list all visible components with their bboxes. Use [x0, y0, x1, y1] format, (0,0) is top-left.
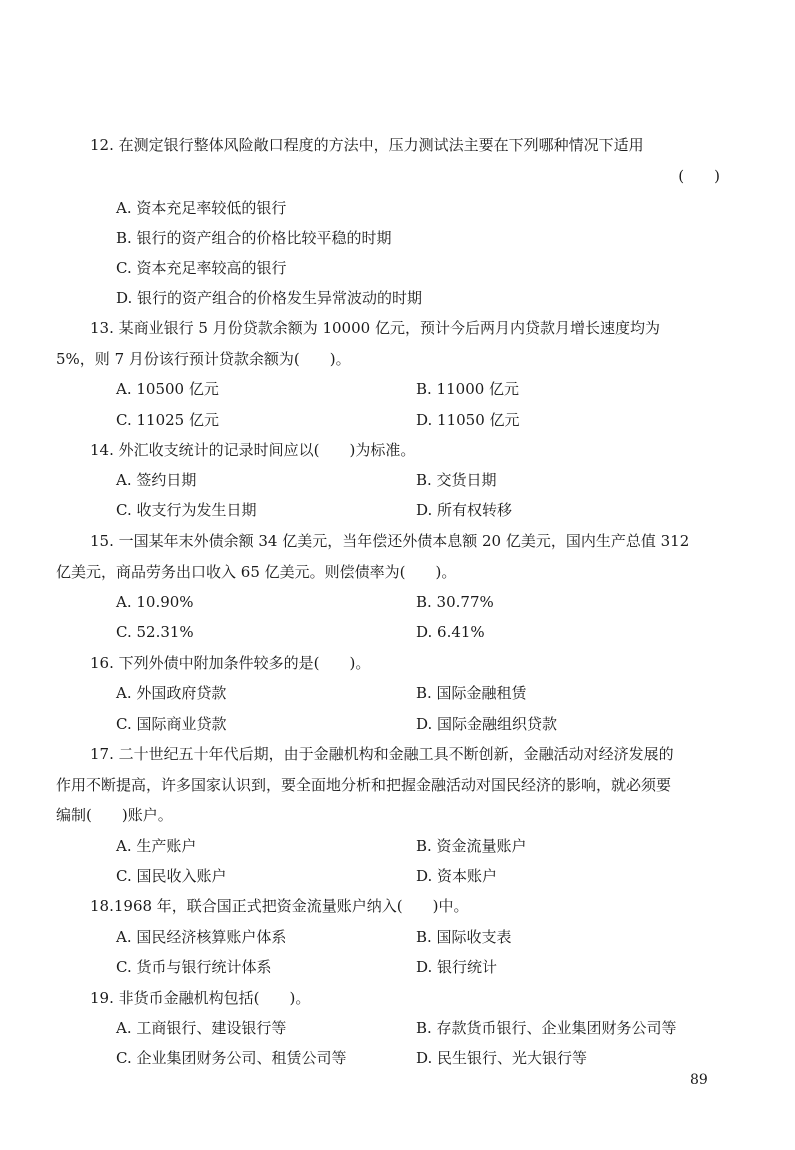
question-12-answer-bracket: ( ) [678, 167, 720, 185]
question-14-option-a: A. 签约日期 [116, 471, 197, 489]
question-18-option-a: A. 国民经济核算账户体系 [116, 928, 287, 946]
question-16-stem: 16. 下列外债中附加条件较多的是( )。 [90, 654, 371, 672]
question-14-stem: 14. 外汇收支统计的记录时间应以( )为标准。 [90, 441, 416, 459]
question-15-option-c: C. 52.31% [116, 623, 194, 641]
question-18-option-c: C. 货币与银行统计体系 [116, 958, 272, 976]
question-16-option-b: B. 国际金融租赁 [416, 684, 527, 702]
question-17-option-a: A. 生产账户 [116, 837, 197, 855]
question-13-option-a: A. 10500 亿元 [116, 380, 219, 398]
question-18-option-b: B. 国际收支表 [416, 928, 512, 946]
question-17-stem-continued-2: 编制( )账户。 [56, 806, 173, 824]
question-18-option-d: D. 银行统计 [416, 958, 498, 976]
question-15-option-d: D. 6.41% [416, 623, 485, 641]
question-12-option-c: C. 资本充足率较高的银行 [116, 259, 287, 277]
question-15-option-a: A. 10.90% [116, 593, 194, 611]
question-19-option-a: A. 工商银行、建设银行等 [116, 1019, 287, 1037]
question-19-stem: 19. 非货币金融机构包括( )。 [90, 989, 311, 1007]
question-16-option-a: A. 外国政府贷款 [116, 684, 227, 702]
question-13-option-d: D. 11050 亿元 [416, 411, 520, 429]
question-16-option-d: D. 国际金融组织贷款 [416, 715, 558, 733]
question-15-stem-continued: 亿美元，商品劳务出口收入 65 亿美元。则偿债率为( )。 [56, 563, 457, 581]
question-14-option-d: D. 所有权转移 [416, 501, 513, 519]
question-17-stem: 17. 二十世纪五十年代后期，由于金融机构和金融工具不断创新，金融活动对经济发展的 [90, 745, 674, 763]
question-16-option-c: C. 国际商业贷款 [116, 715, 227, 733]
question-13-stem-continued: 5%，则 7 月份该行预计贷款余额为( )。 [56, 350, 351, 368]
question-19-option-b: B. 存款货币银行、企业集团财务公司等 [416, 1019, 677, 1037]
question-12-stem: 12. 在测定银行整体风险敞口程度的方法中，压力测试法主要在下列哪种情况下适用 [90, 136, 644, 154]
question-13-option-c: C. 11025 亿元 [116, 411, 219, 429]
question-14-option-c: C. 收支行为发生日期 [116, 501, 257, 519]
question-17-stem-continued-1: 作用不断提高，许多国家认识到，要全面地分析和把握金融活动对国民经济的影响，就必须要 [56, 776, 672, 794]
question-12-option-d: D. 银行的资产组合的价格发生异常波动的时期 [116, 289, 423, 307]
page-number: 89 [690, 1072, 708, 1088]
question-17-option-d: D. 资本账户 [416, 867, 498, 885]
question-14-option-b: B. 交货日期 [416, 471, 497, 489]
question-17-option-c: C. 国民收入账户 [116, 867, 227, 885]
question-12-option-a: A. 资本充足率较低的银行 [116, 199, 287, 217]
question-19-option-c: C. 企业集团财务公司、租赁公司等 [116, 1049, 347, 1067]
question-13-stem: 13. 某商业银行 5 月份贷款余额为 10000 亿元，预计今后两月内贷款月增长速度均为 [90, 319, 660, 337]
question-15-option-b: B. 30.77% [416, 593, 494, 611]
question-13-option-b: B. 11000 亿元 [416, 380, 520, 398]
question-15-stem: 15. 一国某年末外债余额 34 亿美元，当年偿还外债本息额 20 亿美元，国内生产总值 312 [90, 532, 690, 550]
question-18-stem: 18.1968 年，联合国正式把资金流量账户纳入( )中。 [90, 897, 469, 915]
question-19-option-d: D. 民生银行、光大银行等 [416, 1049, 588, 1067]
question-12-option-b: B. 银行的资产组合的价格比较平稳的时期 [116, 229, 392, 247]
question-17-option-b: B. 资金流量账户 [416, 837, 527, 855]
